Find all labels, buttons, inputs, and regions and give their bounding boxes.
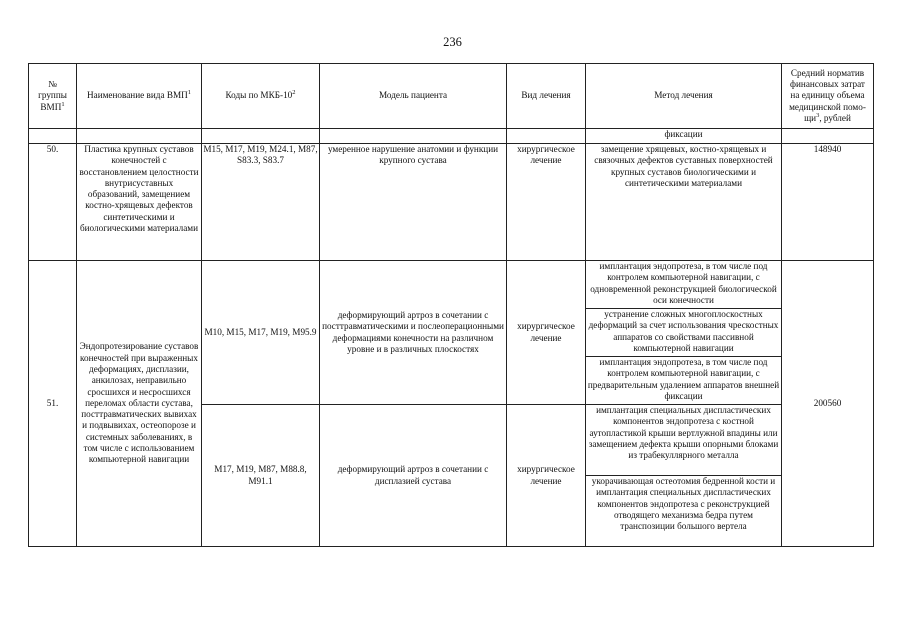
patient-model: деформирующий артроз в сочетании с посттравматическими и послеоперационными деформациями конечности на различном уровне и в различных плоскостях [320,261,507,405]
header-patient-model: Модель пациента [320,64,507,129]
treatment-method: имплантация эндопротеза, в том числе под контролем компьютерной навигации, с одновременной реконструкцией биологической оси конечности [586,261,782,309]
header-icd-codes: Коды по МКБ-$10^2$ [202,64,320,129]
group-number: 51. [29,261,77,547]
vmp-table [28,63,874,547]
header-average-cost: Средний норматив финансовых затрат на единицу объема медицинской помо- $щи^3$, рублей [782,64,874,129]
treatment-type: хирургическое лечение [507,261,586,405]
continuation-method: фиксации [586,129,782,144]
icd-codes: M17, M19, M87, M88.8, M91.1 [202,405,320,547]
vmp-name: Пластика крупных суставов конечностей с восстановлением целостности внутрисуставных образований, замещением костно-хрящевых дефектов синтетическими и биологическими материалами [77,144,202,261]
header-vmp-name: Наименование вида ВМП$^1$ [77,64,202,129]
continuation-row [29,129,874,144]
table-row [29,261,874,309]
group-number: 50. [29,144,77,261]
average-cost: 148940 [782,144,874,261]
icd-codes: M10, M15, M17, M19, M95.9 [202,261,320,405]
treatment-method: укорачивающая остеотомия бедренной кости и имплантация специальных диспластических компонентов эндопротеза с реконструкцией отводящего механизма бедра путем транспозиции большого вертела [586,476,782,547]
treatment-type: хирургическое лечение [507,144,586,261]
treatment-method: имплантация эндопротеза, в том числе под контролем компьютерной навигации, с предварительным удалением аппаратов внешней фиксации [586,357,782,405]
patient-model: деформирующий артроз в сочетании с дисплазией сустава [320,405,507,547]
header-treatment-method: Метод лечения [586,64,782,129]
treatment-method: замещение хрящевых, костно-хрящевых и связочных дефектов суставных поверхностей крупных суставов биологическими и синтетическими материалами [586,144,782,261]
patient-model: умеренное нарушение анатомии и функции крупного сустава [320,144,507,261]
vmp-name: Эндопротезирование суставов конечностей при выраженных деформациях, дисплазии, анкилозах, неправильно сросшихся и несросшихся переломах области сустава, посттравматических вывихах и подвывихах, остеопорозе и системных заболеваниях, в том числе с использованием компьютерной навигации [77,261,202,547]
header-group-number: № группы ВМП$^1$ [29,64,77,129]
treatment-method: устранение сложных многоплоскостных деформаций за счет использования чрескостных аппаратов со свойствами пассивной компьютерной навигации [586,309,782,357]
icd-codes: M15, M17, M19, M24.1, M87, S83.3, S83.7 [202,144,320,261]
page-number: 236 [443,35,462,49]
average-cost: 200560 [782,261,874,547]
header-treatment-type: Вид лечения [507,64,586,129]
table-row [29,144,874,261]
treatment-type: хирургическое лечение [507,405,586,547]
treatment-method: имплантация специальных диспластических компонентов эндопротеза с костной аутопластикой крыши вертлужной впадины или замещением дефекта крыши опорными блоками из трабекуллярного металла [586,405,782,476]
header-row [29,64,874,129]
